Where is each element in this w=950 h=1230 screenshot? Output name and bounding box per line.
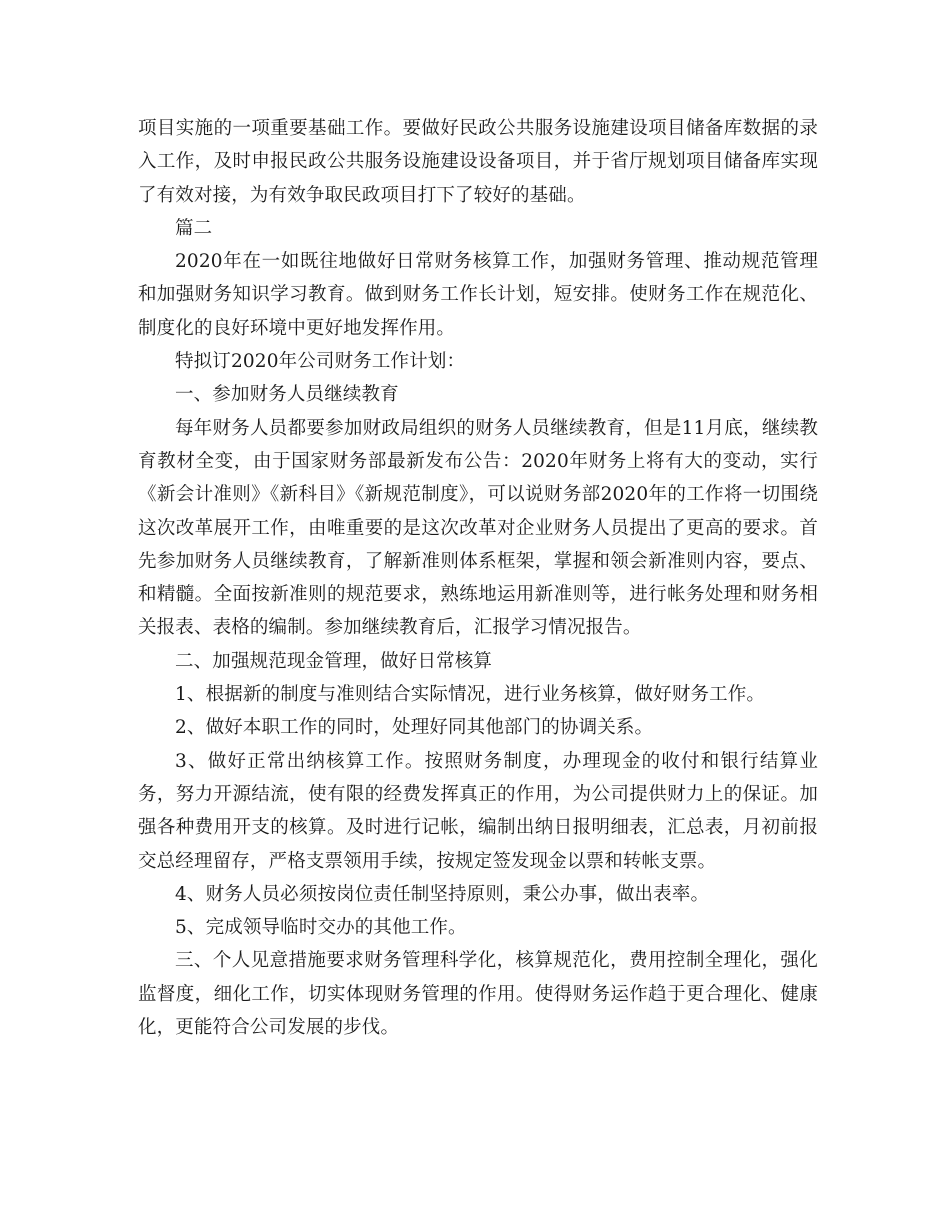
paragraph-section-three: 三、个人见意措施要求财务管理科学化，核算规范化，费用控制全理化，强化监督度，细化工作，切实体现财务管理的作用。使得财务运作趋于更合理化、健康化，更能符合公司发展的步伐。 [138, 950, 818, 1039]
section-title-part-two: 篇二 [175, 217, 213, 239]
paragraph-continuing-education: 每年财务人员都要参加财政局组织的财务人员继续教育，但是11月底，继续教育教材全变，由于国家财务部最新发布公告：2020年财务上将有大的变动，实行《新会计准则》《新科目》《新规范制度》，可以说财务部2020年的工作将一切围绕这次改革展开工作，由唯重要的是这次改革对企业财务人员提出了更高的要求。首先参加财务人员继续教育，了解新准则体系框架，掌握和领会新准则内容，要点、和精髓。全面按新准则的规范要求，熟练地运用新准则等，进行帐务处理和财务相关报表、表格的编制。参加继续教育后，汇报学习情况报告。 [138, 417, 818, 639]
list-item-2: 2、做好本职工作的同时，处理好同其他部门的协调关系。 [175, 717, 654, 739]
heading-section-one: 一、参加财务人员继续教育 [175, 384, 399, 406]
list-item-3: 3、做好正常出纳核算工作。按照财务制度，办理现金的收付和银行结算业务，努力开源结流，使有限的经费发挥真正的作用，为公司提供财力上的保证。加强各种费用开支的核算。及时进行记帐，编制出纳日报明细表，汇总表，月初前报交总经理留存，严格支票领用手续，按规定签发现金以票和转帐支票。 [138, 750, 818, 872]
document-body [138, 112, 818, 1044]
heading-section-two: 二、加强规范现金管理，做好日常核算 [175, 650, 493, 672]
list-item-5: 5、完成领导临时交办的其他工作。 [175, 917, 467, 939]
paragraph-plan-statement: 特拟订2020年公司财务工作计划： [175, 351, 466, 373]
paragraph-continuation: 项目实施的一项重要基础工作。要做好民政公共服务设施建设项目储备库数据的录入工作，及时申报民政公共服务设施建设设备项目，并于省厅规划项目储备库实现了有效对接，为有效争取民政项目打下了较好的基础。 [138, 118, 818, 206]
list-item-4: 4、财务人员必须按岗位责任制坚持原则，秉公办事，做出表率。 [175, 883, 710, 905]
paragraph-intro: 2020年在一如既往地做好日常财务核算工作，加强财务管理、推动规范管理和加强财务知识学习教育。做到财务工作长计划，短安排。使财务工作在规范化、制度化的良好环境中更好地发挥作用。 [138, 251, 818, 339]
list-item-1: 1、根据新的制度与准则结合实际情况，进行业务核算，做好财务工作。 [175, 684, 766, 706]
